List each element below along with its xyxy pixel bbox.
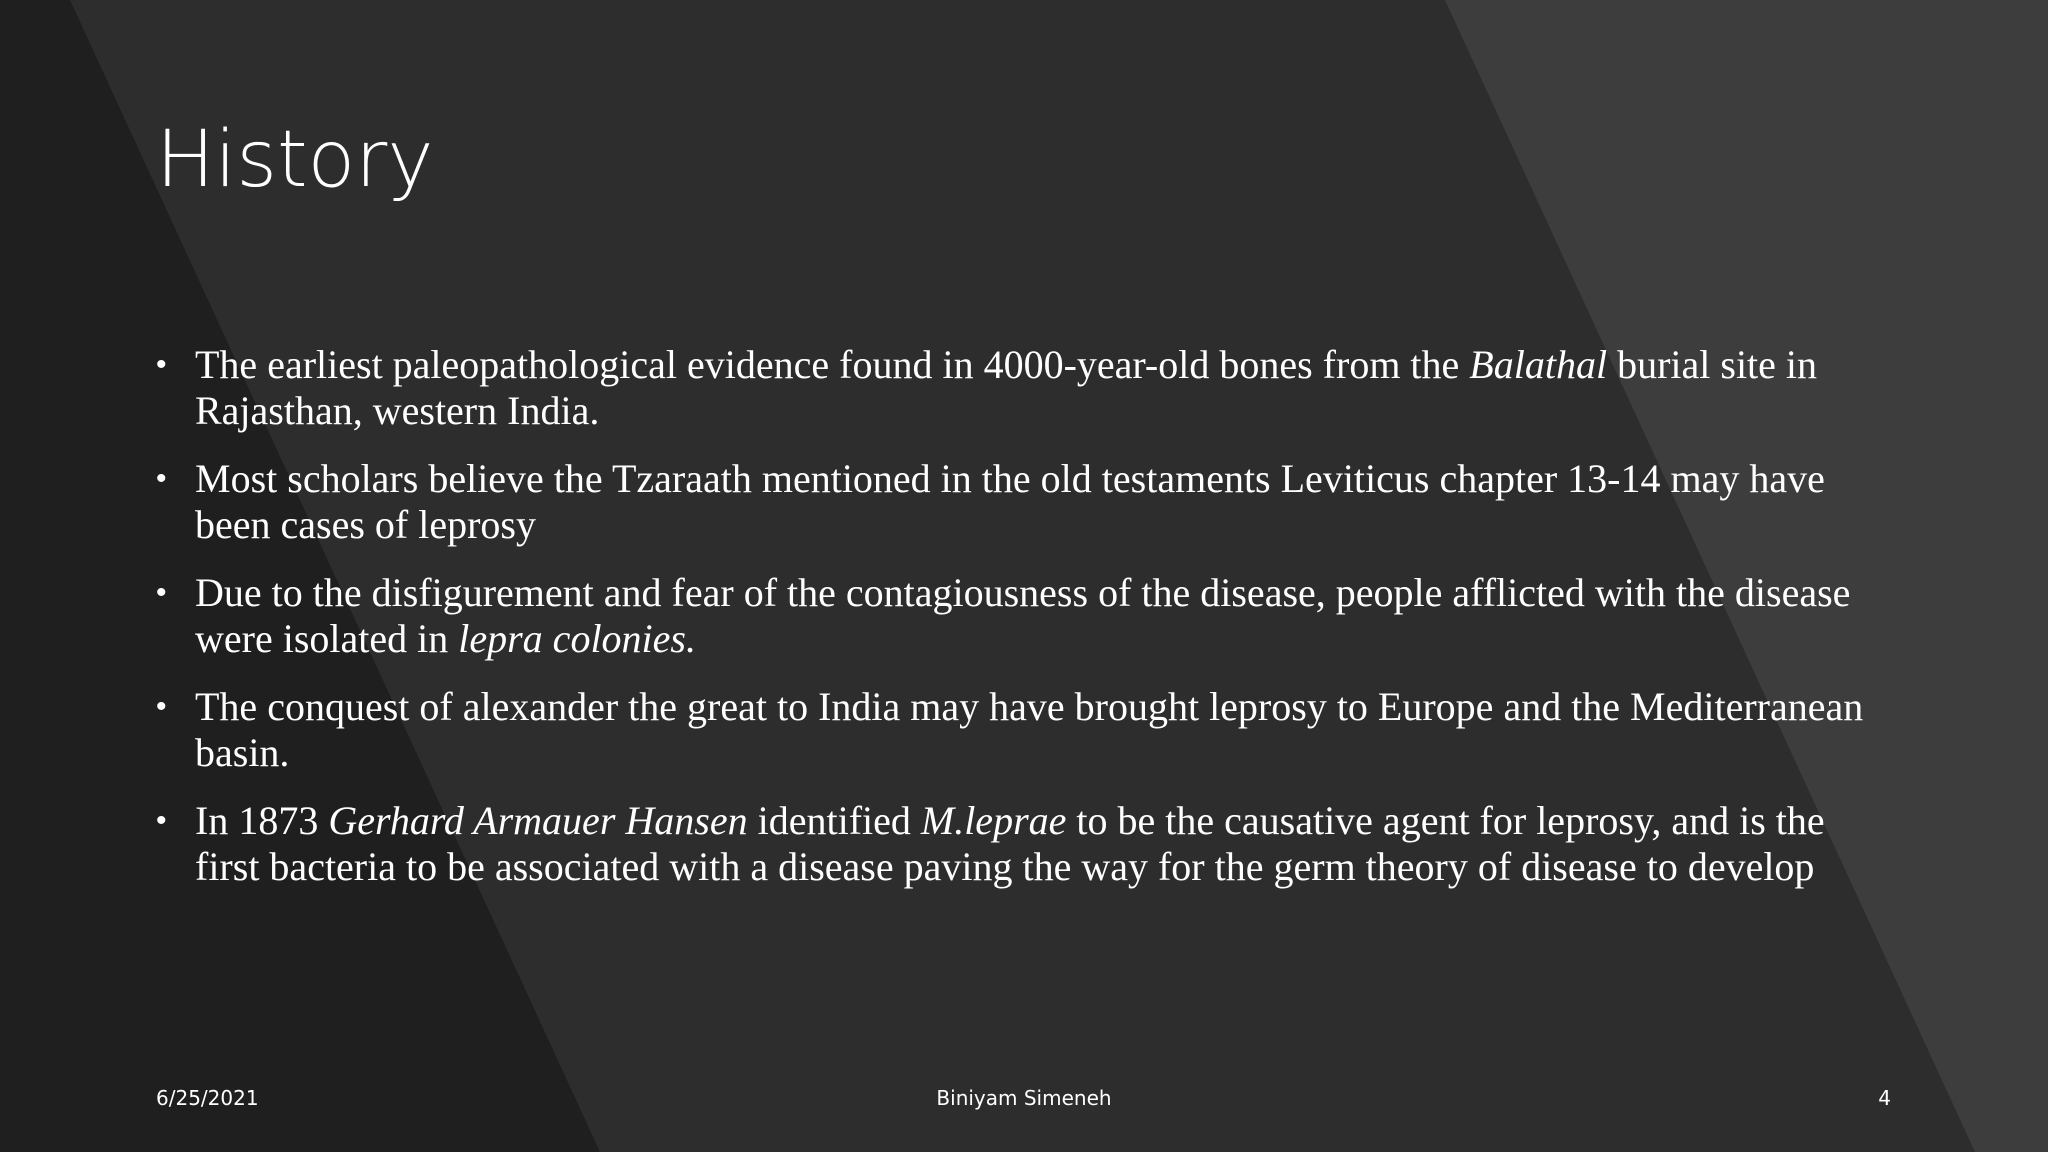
bullet-item — [156, 798, 1896, 890]
bullet-text-italic: Balathal — [1469, 342, 1608, 387]
bullet-text-italic: M.leprae — [920, 798, 1067, 843]
bullet-text: to be the causative agent for leprosy, and is the first bacteria to be associated with a disease paving the way for the germ theory of disease to develop — [195, 798, 1825, 889]
footer-date: 6/25/2021 — [156, 1086, 259, 1110]
bullet-text: burial site in Rajasthan, western India. — [195, 342, 1818, 433]
footer-author: Biniyam Simeneh — [936, 1086, 1112, 1110]
bullet-text: Due to the disfigurement and fear of the contagiousness of the disease, people afflicted with the disease were isolated in — [195, 570, 1851, 661]
bullet-text: The conquest of alexander the great to India may have brought leprosy to Europe and the Mediterranean basin. — [195, 684, 1864, 775]
bullet-dot-icon: • — [156, 576, 167, 609]
slide-number: 4 — [1878, 1086, 1891, 1110]
bullet-dot-icon: • — [156, 690, 167, 723]
bullet-dot-icon: • — [156, 462, 167, 495]
bullet-text-italic: lepra colonies. — [458, 616, 696, 661]
slide-title: History — [156, 115, 434, 205]
bullet-item — [156, 342, 1896, 434]
bullet-text: In 1873 — [195, 798, 329, 843]
bullet-text: Most scholars believe the Tzaraath mentioned in the old testaments Leviticus chapter 13-14 may have been cases of leprosy — [195, 456, 1825, 547]
bullet-text: The earliest paleopathological evidence found in 4000-year-old bones from the — [195, 342, 1470, 387]
bullet-item — [156, 456, 1896, 548]
bullet-dot-icon: • — [156, 804, 167, 837]
bullet-dot-icon: • — [156, 348, 167, 381]
bullet-item — [156, 684, 1896, 776]
bullet-list — [156, 342, 1896, 912]
bullet-text-italic: Gerhard Armauer Hansen — [328, 798, 748, 843]
bullet-text: identified — [747, 798, 921, 843]
bullet-item — [156, 570, 1896, 662]
